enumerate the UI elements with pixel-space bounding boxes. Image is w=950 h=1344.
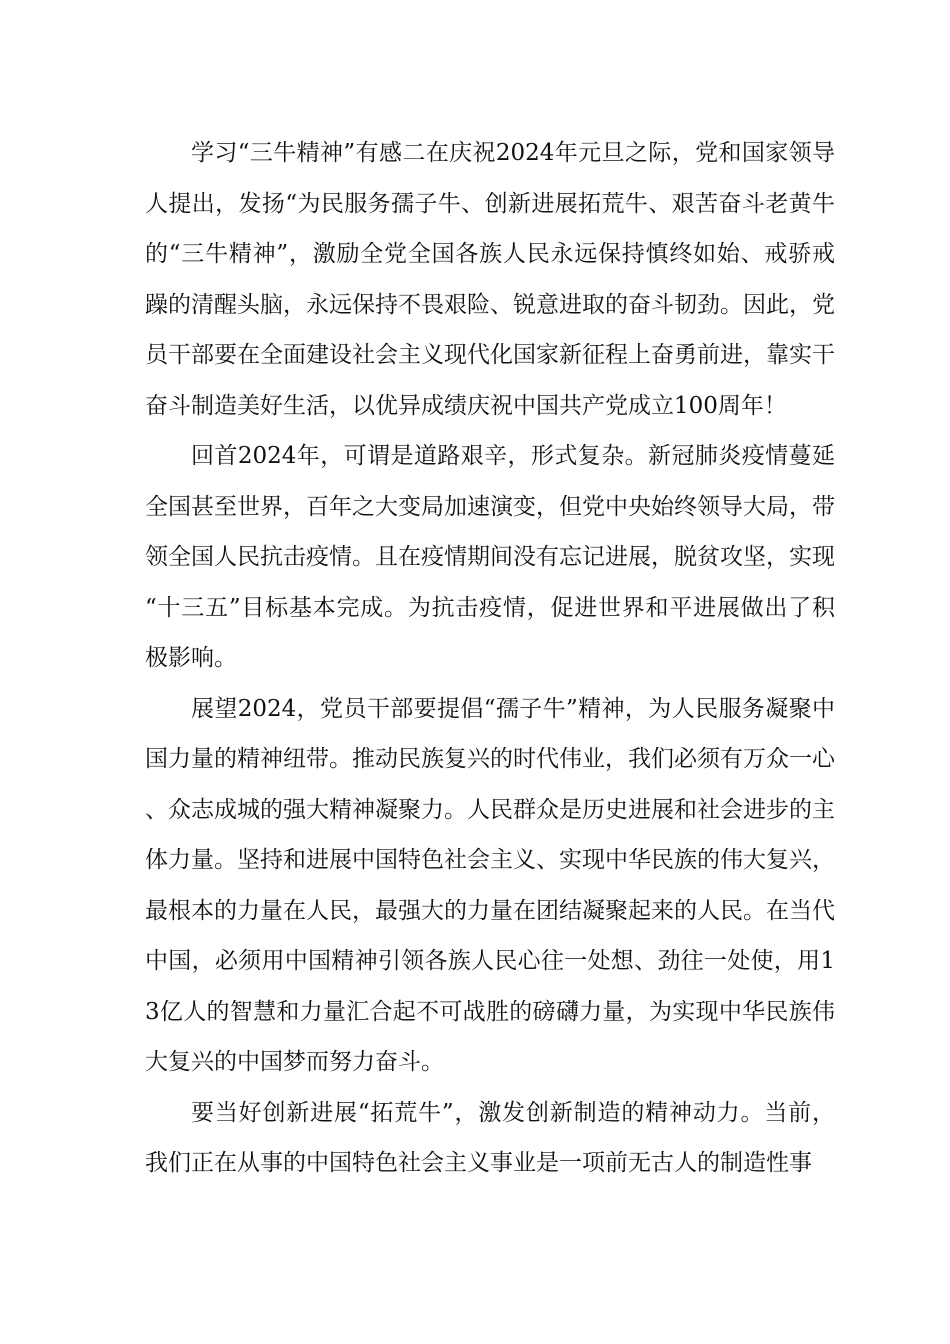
paragraph-2: 回首2024年，可谓是道路艰辛，形式复杂。新冠肺炎疫情蔓延全国甚至世界，百年之大变局加速演变，但党中央始终领导大局，带领全国人民抗击疫情。且在疫情期间没有忘记进展，脱贫攻坚，实现“十三五”目标基本完成。为抗击疫情，促进世界和平进展做出了积极影响。 <box>145 443 835 671</box>
document-body <box>145 128 835 1189</box>
paragraph-1: 学习“三牛精神”有感二在庆祝2024年元旦之际，党和国家领导人提出，发扬“为民服务孺子牛、创新进展拓荒牛、艰苦奋斗老黄牛的“三牛精神”，激励全党全国各族人民永远保持慎终如始、戒骄戒躁的清醒头脑，永远保持不畏艰险、锐意进取的奋斗韧劲。因此，党员干部要在全面建设社会主义现代化国家新征程上奋勇前进，靠实干奋斗制造美好生活，以优异成绩庆祝中国共产党成立100周年！ <box>145 140 835 419</box>
paragraph-4: 要当好创新进展“拓荒牛”，激发创新制造的精神动力。当前，我们正在从事的中国特色社会主义事业是一项前无古人的制造性事 <box>145 1099 835 1176</box>
paragraph-3: 展望2024，党员干部要提倡“孺子牛”精神，为人民服务凝聚中国力量的精神纽带。推动民族复兴的时代伟业，我们必须有万众一心、众志成城的强大精神凝聚力。人民群众是历史进展和社会进步的主体力量。坚持和进展中国特色社会主义、实现中华民族的伟大复兴，最根本的力量在人民，最强大的力量在团结凝聚起来的人民。在当代中国，必须用中国精神引领各族人民心往一处想、劲往一处使，用13亿人的智慧和力量汇合起不可战胜的磅礴力量，为实现中华民族伟大复兴的中国梦而努力奋斗。 <box>145 695 835 1075</box>
